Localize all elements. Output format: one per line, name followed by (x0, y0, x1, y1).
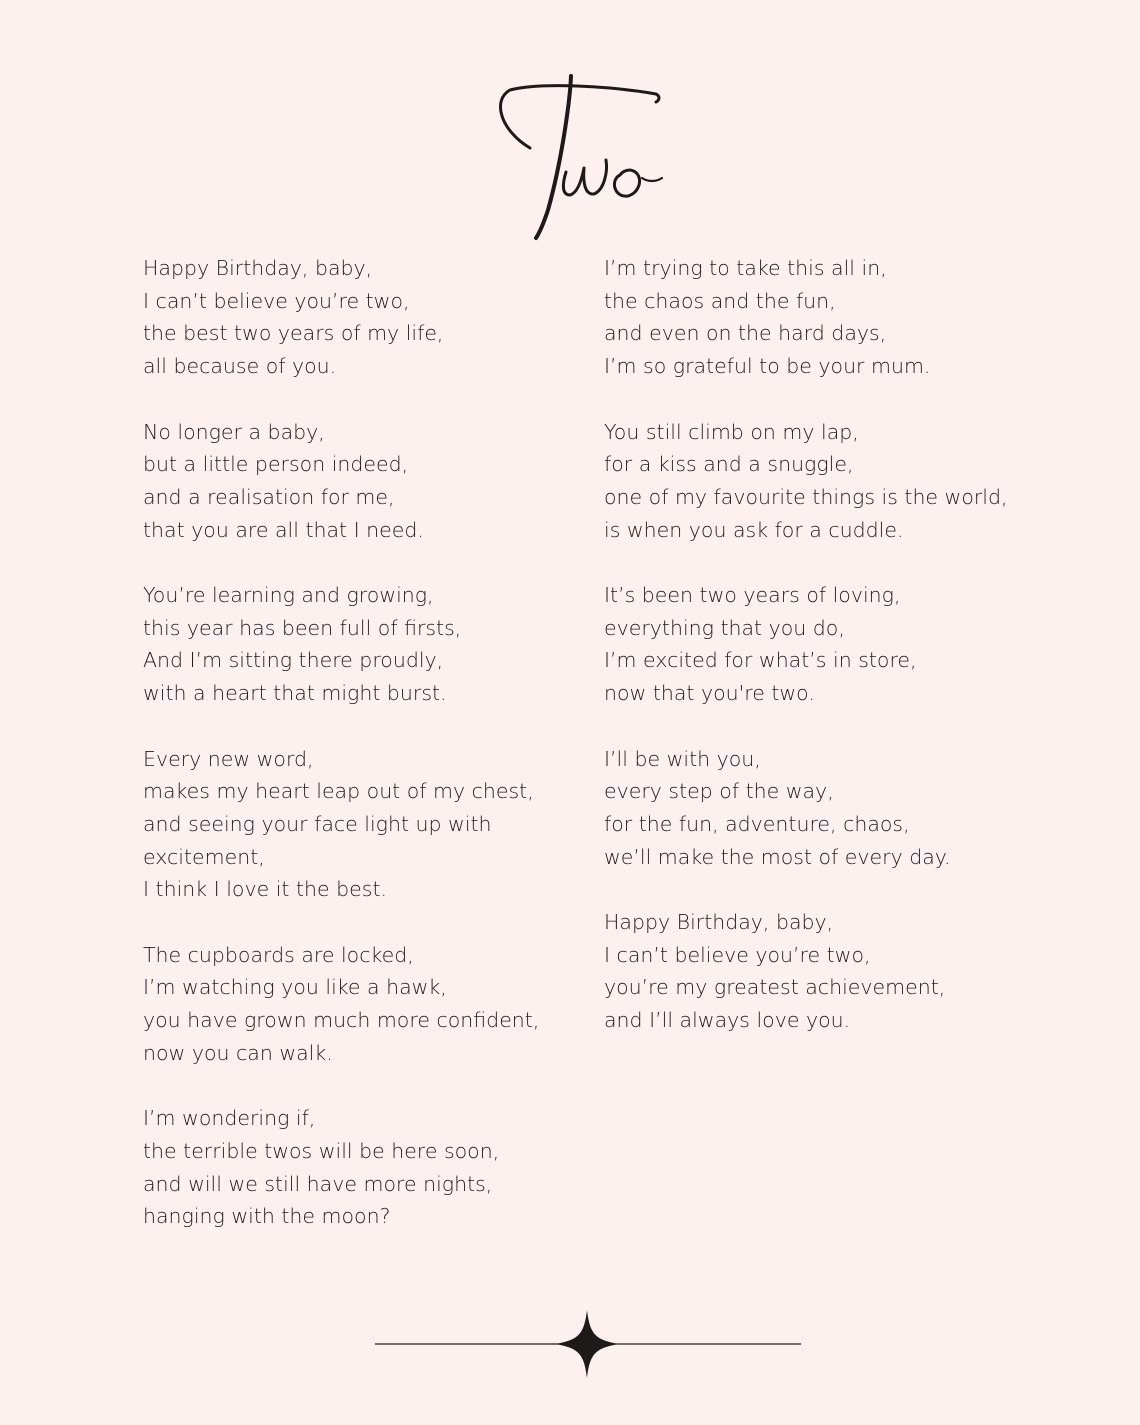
poem-line: You’re learning and growing, (143, 583, 434, 607)
poem-line: Happy Birthday, baby, (604, 910, 834, 934)
poem-line: all because of you. (143, 354, 337, 379)
poem-line: I’m wondering if, (143, 1106, 316, 1131)
poem-line: The cupboards are locked, (143, 942, 414, 967)
poem-line: I’m watching you like a hawk, (143, 975, 447, 1000)
poem-line: and a realisation for me, (143, 484, 395, 509)
poem-line: I’m trying to take this all in, (604, 256, 887, 280)
poem-line: that you are all that I need. (143, 517, 424, 542)
divider (375, 1308, 801, 1380)
poem-column-left (143, 252, 563, 1266)
poem-line: It’s been two years of loving, (604, 583, 901, 607)
poem-line: Happy Birthday, baby, (143, 256, 373, 280)
poem-line: for a kiss and a snuggle, (604, 452, 854, 477)
stanza (604, 743, 1064, 874)
poem-line: with a heart that might burst. (143, 681, 447, 706)
stanza (604, 579, 1064, 710)
four-point-star-icon (555, 1310, 619, 1378)
poem-line: I’m so grateful to be your mum. (604, 354, 931, 379)
stanza (143, 743, 563, 907)
poem-line: for the fun, adventure, chaos, (604, 811, 910, 836)
poem-line: and even on the hard days, (604, 321, 887, 346)
poem-line: No longer a baby, (143, 419, 325, 444)
poem-line: you have grown much more confident, (143, 1008, 540, 1033)
poem-line: Every new word, (143, 746, 314, 771)
poem-line: and will we still have more nights, (143, 1171, 493, 1196)
script-title-two (470, 60, 680, 250)
poem-line: is when you ask for a cuddle. (604, 517, 904, 542)
poem-column-right (604, 252, 1064, 1070)
poem-line: I can’t believe you’re two, (604, 942, 871, 967)
poem-line: now you can walk. (143, 1040, 333, 1065)
stanza (604, 906, 1064, 1037)
stanza (143, 252, 563, 383)
poem-line: I think I love it the best. (143, 877, 387, 902)
stanza (143, 416, 563, 547)
poem-line: I’ll be with you, (604, 746, 761, 771)
poem-line: the terrible twos will be here soon, (143, 1138, 500, 1163)
title-text: Two (573, 245, 577, 246)
poem-title (470, 60, 680, 250)
poem-line: we’ll make the most of every day. (604, 844, 951, 869)
poem-line: You still climb on my lap, (604, 419, 859, 444)
poem-line: this year has been full of firsts, (143, 615, 462, 640)
poem-line: you’re my greatest achievement, (604, 975, 946, 1000)
poem-line: And I’m sitting there proudly, (143, 648, 444, 673)
stanza (143, 1102, 563, 1233)
stanza (143, 939, 563, 1070)
poem-line: one of my favourite things is the world, (604, 484, 1008, 509)
poem-line: I’m excited for what’s in store, (604, 648, 917, 673)
poem-line: the best two years of my life, (143, 321, 444, 346)
stanza (143, 579, 563, 710)
poem-line: excitement, (143, 844, 265, 869)
poem-line: makes my heart leap out of my chest, (143, 779, 534, 804)
poem-line: and seeing your face light up with (143, 811, 492, 836)
poem-line: everything that you do, (604, 615, 845, 640)
poem-line: hanging with the moon? (143, 1204, 391, 1229)
stanza (604, 416, 1064, 547)
stanza (604, 252, 1064, 383)
poem-line: now that you're two. (604, 681, 815, 706)
poem-line: but a little person indeed, (143, 452, 409, 477)
poem-line: every step of the way, (604, 779, 834, 804)
poem-line: and I’ll always love you. (604, 1008, 851, 1033)
poem-line: I can’t believe you’re two, (143, 288, 410, 313)
poem-line: the chaos and the fun, (604, 288, 836, 313)
